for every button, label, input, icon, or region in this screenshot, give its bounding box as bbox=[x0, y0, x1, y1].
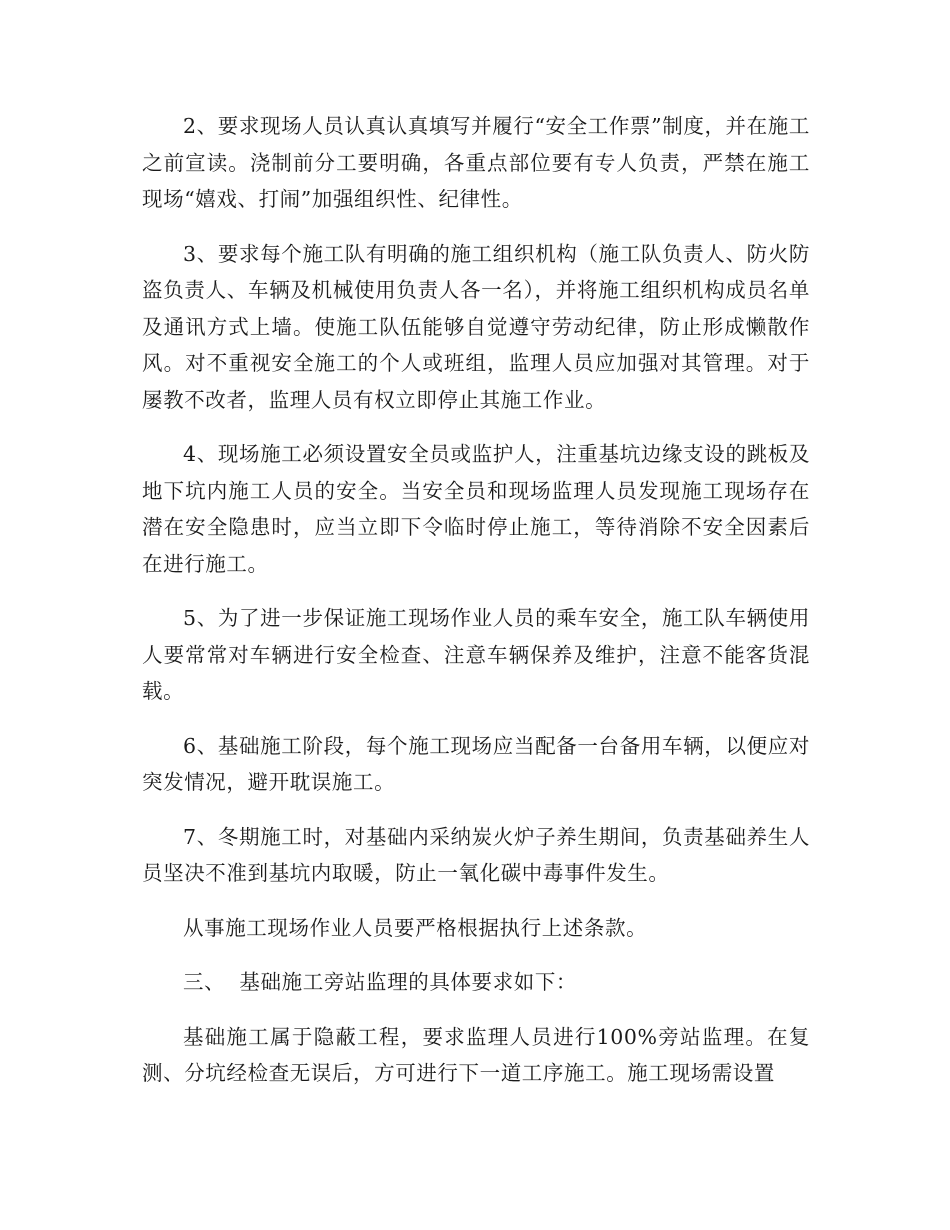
paragraph-item-7: 7、冬期施工时，对基础内采纳炭火炉子养生期间，负责基础养生人员坚决不准到基坑内取暖，防止一氧化碳中毒事件发生。 bbox=[142, 824, 810, 885]
paragraph-item-4: 4、现场施工必须设置安全员或监护人，注重基坑边缘支设的跳板及地下坑内施工人员的安全。当安全员和现场监理人员发现施工现场存在潜在安全隐患时，应当立即下令临时停止施工，等待消除不安全因素后在进行施工。 bbox=[142, 442, 810, 576]
paragraph-item-5: 5、为了进一步保证施工现场作业人员的乘车安全，施工队车辆使用人要常常对车辆进行安全检查、注意车辆保养及维护，注意不能客货混载。 bbox=[142, 606, 810, 703]
paragraph-item-6: 6、基础施工阶段，每个施工现场应当配备一台备用车辆，以便应对突发情况，避开耽误施工。 bbox=[142, 733, 810, 794]
section-heading: 三、 基础施工旁站监理的具体要求如下： bbox=[183, 970, 578, 994]
paragraph-item-3: 3、要求每个施工队有明确的施工组织机构（施工队负责人、防火防盗负责人、车辆及机械使用负责人各一名），并将施工组织机构成员名单及通讯方式上墙。使施工队伍能够自觉遵守劳动纪律，防止形成懒散作风。对不重视安全施工的个人或班组，监理人员应加强对其管理。对于屡教不改者，监理人员有权立即停止其施工作业。 bbox=[142, 241, 810, 412]
paragraph-closing: 基础施工属于隐蔽工程，要求监理人员进行100%旁站监理。在复测、分坑经检查无误后，方可进行下一道工序施工。施工现场需设置 bbox=[142, 1024, 810, 1085]
paragraph-item-2: 2、要求现场人员认真认真填写并履行“安全工作票”制度，并在施工之前宣读。浇制前分工要明确，各重点部位要有专人负责，严禁在施工现场“嬉戏、打闹”加强组织性、纪律性。 bbox=[142, 114, 810, 211]
paragraph-compliance-note: 从事施工现场作业人员要严格根据执行上述条款。 bbox=[183, 915, 648, 940]
